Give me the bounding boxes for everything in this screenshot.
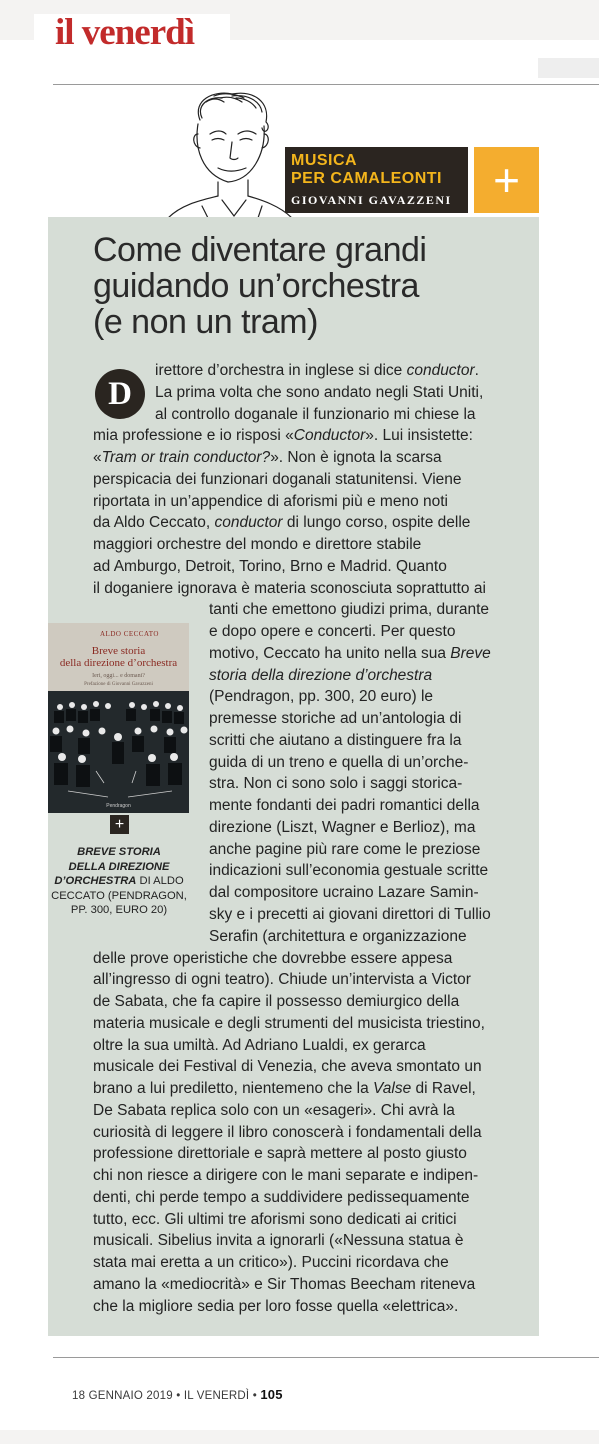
body-text: oltre la sua umiltà. Ad Adriano Lualdi, ex gerarca (93, 1036, 426, 1054)
body-italic-text: Valse (373, 1080, 412, 1098)
body-line (209, 752, 468, 774)
rubric-plus-badge (474, 147, 539, 213)
headline-line-2: guidando un’orchestra (93, 267, 419, 305)
headline-line-3: (e non un tram) (93, 303, 318, 341)
body-text: il doganiere ignorava è materia sconosciuta soprattutto ai (93, 579, 486, 597)
body-text: professione direttoriale e saprà mettere al posto giusto (93, 1145, 467, 1163)
body-line (93, 425, 473, 447)
book-title-line-1: Breve storia (91, 645, 146, 657)
body-line (209, 773, 462, 795)
body-text: stata mai eretta a un critico»). Puccini ricordava che (93, 1254, 449, 1272)
body-text: ». Non è ignota la scarsa (270, 449, 442, 467)
body-line (93, 534, 421, 556)
caption-title-line-1: BREVE STORIA (77, 846, 161, 858)
body-text: di lungo corso, ospite delle (282, 514, 471, 532)
body-text: chi non riesce a dirigere con le mani separate e indipen- (93, 1167, 479, 1185)
body-line (93, 556, 447, 578)
body-line (93, 1252, 449, 1274)
body-text: che la migliore sedia per loro fosse quella «elettrica». (93, 1297, 459, 1315)
headline-line-1: Come diventare grandi (93, 231, 427, 269)
body-line (209, 882, 479, 904)
body-line (209, 730, 461, 752)
body-text: perspicacia dei funzionari doganali statunitensi. Viene (93, 470, 462, 488)
body-text: Serafin (architettura e organizzazione (209, 927, 467, 945)
body-line (209, 665, 432, 687)
body-text: scritti che aiutano a distinguere fra la (209, 731, 462, 749)
header-tab (538, 58, 599, 78)
body-line (93, 1230, 463, 1252)
footer-separator-2: • (249, 1390, 261, 1402)
body-text: indicazioni sull’economia gestuale scritte (209, 862, 489, 880)
body-text: anche pagine più rare come le preziose (209, 840, 481, 858)
body-line (209, 599, 489, 621)
body-line (209, 817, 475, 839)
body-line (209, 686, 433, 708)
body-text: musicali. Sibelius invita a ignorarli («Nessuna statua è (93, 1232, 464, 1250)
body-line (93, 447, 442, 469)
body-line (93, 969, 471, 991)
body-italic-text: Breve (450, 644, 491, 662)
author-portrait-illustration (162, 88, 298, 218)
body-text: al controllo doganale il funzionario mi chiese la (155, 405, 476, 423)
body-italic-text: conductor (214, 514, 283, 532)
footer-magazine: IL VENERDÌ (183, 1390, 250, 1402)
body-line (209, 643, 491, 665)
body-text: motivo, Ceccato ha unito nella sua (209, 644, 451, 662)
body-line (93, 1035, 426, 1057)
body-text: guida di un treno e quella di un’orche- (209, 753, 469, 771)
page-number: 105 (260, 1387, 283, 1402)
body-text: brano a lui prediletto, nientemeno che la (93, 1080, 374, 1098)
body-text: mente fondanti dei padri romantici della (209, 797, 480, 815)
body-text: curiosità di leggere il libro conoscerà i fondamentali della (93, 1123, 482, 1141)
footer-rule (53, 1357, 599, 1358)
body-text: ». Lui insistette: (365, 427, 473, 445)
rubric-title-line-2: PER CAMALEONTI (291, 170, 442, 187)
body-line (93, 948, 452, 970)
body-line (93, 469, 462, 491)
body-italic-text: Conductor (293, 427, 366, 445)
book-subtitle: Ieri, oggi... e domani? (92, 673, 145, 679)
body-text: di Ravel, (411, 1080, 476, 1098)
body-line (93, 1187, 470, 1209)
body-line (209, 795, 480, 817)
body-text: . (474, 362, 479, 379)
page-footer (72, 1387, 283, 1402)
body-text: ad Amburgo, Detroit, Torino, Brno e Madrid. Quanto (93, 557, 447, 575)
book-cover-image (48, 623, 189, 813)
body-line (93, 578, 486, 600)
body-line (93, 1078, 476, 1100)
body-line (93, 1013, 485, 1035)
body-text: e dopo opere e concerti. Per questo (209, 623, 456, 641)
body-line (209, 904, 491, 926)
body-italic-text: conductor (406, 362, 475, 379)
body-text: irettore d’orchestra in inglese si dice (155, 362, 407, 379)
body-text: de Sabata, che fa capire il possesso demiurgico della (93, 993, 460, 1011)
caption-plus-icon: + (110, 815, 129, 834)
footer-date: 18 GENNAIO 2019 (72, 1390, 173, 1402)
body-text: De Sabata replica solo con un «esageri». Chi avrà la (93, 1101, 455, 1119)
book-title-line-2: della direzione d’orchestra (59, 657, 178, 669)
body-text: sky e i precetti ai giovani direttori di Tullio (209, 906, 491, 923)
caption-line-4: CECCATO (PENDRAGON, (51, 889, 187, 902)
caption-line-3 (48, 874, 190, 889)
body-text: dal compositore ucraino Lazare Samin- (209, 884, 479, 902)
body-line (93, 1122, 482, 1144)
bottom-band (0, 1430, 599, 1444)
body-italic-text: Tram or train conductor? (101, 449, 271, 467)
article-headline (93, 232, 426, 340)
body-line (93, 1143, 467, 1165)
book-author: ALDO CECCATO (100, 630, 159, 638)
body-line (155, 360, 479, 382)
body-line (93, 491, 448, 513)
caption-title-line-3: D’ORCHESTRA (54, 875, 137, 887)
body-text: La prima volta che sono andato negli Stati Uniti, (155, 383, 484, 401)
drop-cap: D (95, 369, 145, 419)
body-text: premesse storiche ad un’antologia di (209, 710, 462, 728)
caption-line-5: PP. 300, EURO 20) (70, 904, 168, 916)
header-rule (53, 84, 599, 85)
rubric-author: GIOVANNI GAVAZZENI (291, 193, 452, 207)
body-line (93, 1296, 458, 1318)
body-line (209, 708, 461, 730)
body-line (209, 926, 467, 948)
book-publisher: Pendragon (106, 803, 131, 809)
body-line (155, 404, 476, 426)
body-text: delle prove operistiche che dovrebbe essere appesa (93, 949, 453, 967)
body-text: direzione (Liszt, Wagner e Berlioz), ma (209, 818, 476, 836)
body-line (93, 1209, 457, 1231)
body-text: da Aldo Ceccato, (93, 514, 215, 532)
body-text: tutto, ecc. Gli ultimi tre aforismi sono dedicati ai critici (93, 1210, 457, 1228)
plus-icon: + (493, 154, 520, 206)
body-text: riportata in un’appendice di aforismi più e meno noti (93, 492, 448, 510)
body-italic-text: storia della direzione d’orchestra (209, 666, 433, 684)
magazine-logo: il venerdì (55, 12, 195, 53)
body-line (93, 991, 459, 1013)
caption-author: DI ALDO (136, 875, 184, 887)
book-caption (48, 845, 190, 918)
book-preface: Prefazione di Giovanni Gavazzeni (84, 682, 153, 687)
body-text: denti, chi perde tempo a suddividere pedissequamente (93, 1188, 470, 1206)
body-line (93, 1100, 455, 1122)
body-text: stra. Non ci sono solo i saggi storica- (209, 775, 463, 793)
body-line (93, 1165, 478, 1187)
body-line (209, 860, 488, 882)
body-line (209, 839, 480, 861)
body-line (93, 1274, 475, 1296)
caption-title-line-2: DELLA DIREZIONE (68, 860, 170, 873)
body-text: maggiori orchestre del mondo e direttore stabile (93, 536, 422, 554)
column-rubric (285, 147, 468, 213)
rubric-title-line-1: MUSICA (291, 152, 358, 169)
footer-separator: • (172, 1390, 184, 1402)
body-text: amano la «mediocrità» e Sir Thomas Beecham riteneva (93, 1275, 476, 1293)
rubric-title (291, 152, 442, 188)
body-line (155, 382, 483, 404)
body-text: (Pendragon, pp. 300, 20 euro) le (209, 688, 434, 706)
body-text: « (93, 449, 102, 467)
orchestra-photo (48, 691, 189, 813)
body-text: musicale dei Festival di Venezia, che aveva smontato un (93, 1058, 482, 1076)
body-text: materia musicale e degli strumenti del musicista triestino, (93, 1014, 485, 1032)
body-line (209, 621, 455, 643)
body-text: tanti che emettono giudizi prima, durante (209, 601, 490, 619)
body-line (93, 512, 470, 534)
body-text: all’ingresso di ogni teatro). Chiude un’intervista a Victor (93, 971, 471, 989)
body-text: mia professione e io risposi « (93, 427, 294, 445)
body-line (93, 1056, 482, 1078)
